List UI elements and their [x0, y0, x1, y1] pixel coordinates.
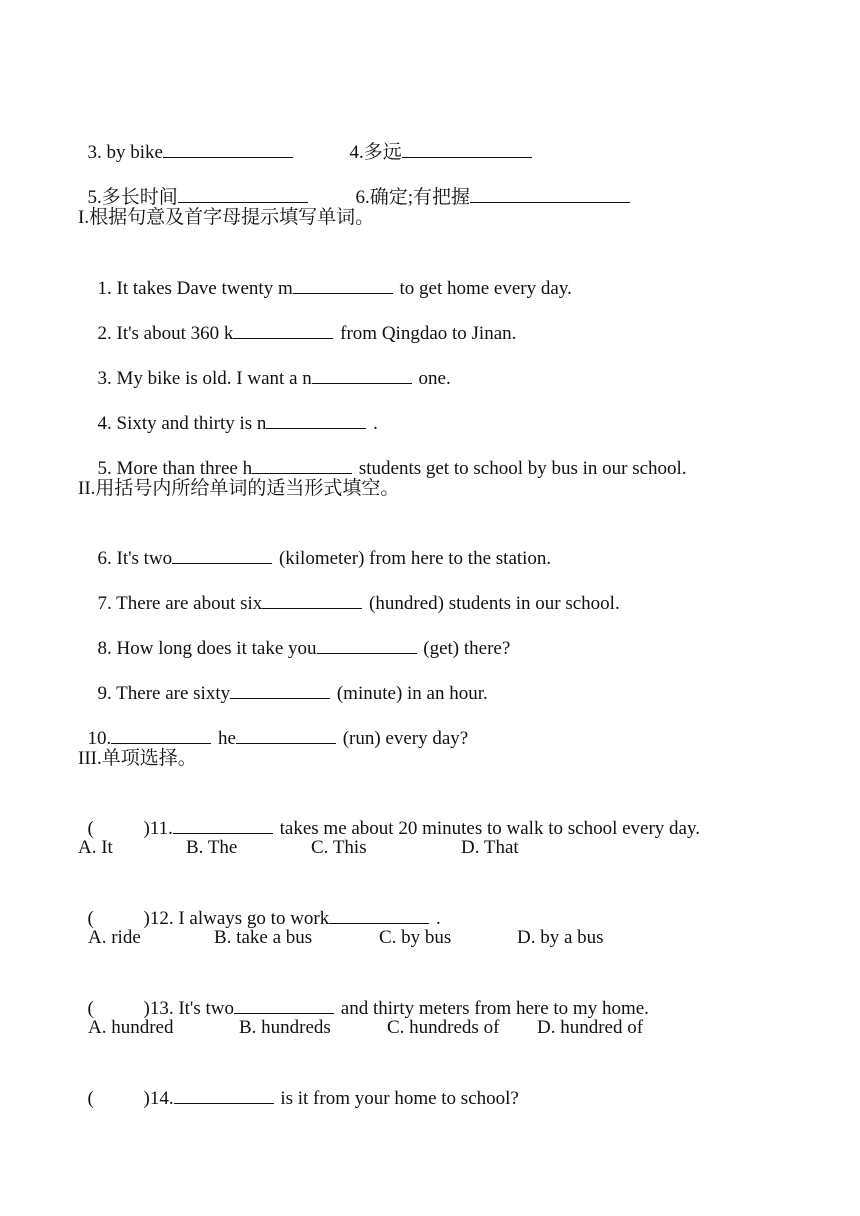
- answer-blank[interactable]: [470, 185, 630, 203]
- question-9: [88, 657, 488, 706]
- answer-paren[interactable]: (: [87, 818, 94, 839]
- answer-paren[interactable]: (: [87, 1088, 94, 1109]
- question-text: is it from your home to school?: [275, 1088, 519, 1109]
- option-c[interactable]: C. hundreds of: [387, 1017, 500, 1038]
- question-3: [88, 342, 451, 391]
- question-text: .: [368, 413, 378, 434]
- question-text: )12. I always go to work: [143, 908, 330, 929]
- question-13: [78, 972, 649, 1021]
- answer-blank[interactable]: [317, 636, 417, 654]
- vocab-item-6: [346, 161, 632, 210]
- question-text: 2. It's about 360 k: [97, 323, 234, 344]
- answer-paren[interactable]: (: [87, 908, 94, 929]
- question-7: [88, 567, 620, 616]
- question-6: [88, 522, 551, 571]
- answer-blank[interactable]: [329, 906, 429, 924]
- vocab-item-3: [78, 116, 295, 165]
- option-c[interactable]: C. by bus: [379, 927, 452, 948]
- option-d[interactable]: D. by a bus: [517, 927, 604, 948]
- answer-blank[interactable]: [262, 591, 362, 609]
- question-text: (get) there?: [418, 638, 511, 659]
- answer-paren[interactable]: (: [87, 998, 94, 1019]
- answer-blank[interactable]: [266, 411, 366, 429]
- vocab-item-4: [340, 116, 534, 165]
- question-text: (kilometer) from here to the station.: [274, 548, 552, 569]
- question-text: (run) every day?: [337, 728, 469, 749]
- vocab-item-4-text: 4.多远: [349, 142, 402, 163]
- vocab-item-5: [78, 161, 310, 210]
- question-8: [88, 612, 510, 661]
- option-a[interactable]: A. It: [78, 837, 113, 858]
- answer-blank[interactable]: [293, 276, 393, 294]
- vocab-item-3-text: 3. by bike: [87, 142, 163, 163]
- vocab-item-5-text: 5.多长时间: [87, 187, 178, 208]
- option-a[interactable]: A. ride: [88, 927, 141, 948]
- question-text: to get home every day.: [394, 278, 572, 299]
- question-text: 6. It's two: [97, 548, 173, 569]
- option-b[interactable]: B. The: [186, 837, 238, 858]
- question-text: 8. How long does it take you: [97, 638, 317, 659]
- question-11: [78, 792, 700, 841]
- question-1: [88, 252, 572, 301]
- question-text: he: [213, 728, 236, 749]
- question-text: 3. My bike is old. I want a n: [97, 368, 312, 389]
- answer-blank[interactable]: [174, 1086, 274, 1104]
- question-2: [88, 297, 516, 346]
- answer-blank[interactable]: [172, 546, 272, 564]
- option-b[interactable]: B. take a bus: [214, 927, 313, 948]
- question-text: takes me about 20 minutes to walk to school every day.: [274, 818, 700, 839]
- option-c[interactable]: C. This: [311, 837, 367, 858]
- question-text: 7. There are about six: [97, 593, 263, 614]
- question-10: [78, 702, 468, 751]
- answer-blank[interactable]: [312, 366, 412, 384]
- question-text: students get to school by bus in our school.: [354, 458, 687, 479]
- question-text: and thirty meters from here to my home.: [336, 998, 649, 1019]
- answer-blank[interactable]: [111, 726, 211, 744]
- option-d[interactable]: D. hundred of: [537, 1017, 644, 1038]
- answer-blank[interactable]: [230, 681, 330, 699]
- answer-blank[interactable]: [234, 996, 334, 1014]
- section-1-heading: I.根据句意及首字母提示填写单词。: [78, 207, 375, 228]
- question-4: [88, 387, 378, 436]
- option-d[interactable]: D. That: [461, 837, 519, 858]
- question-text: (minute) in an hour.: [332, 683, 488, 704]
- question-text: (hundred) students in our school.: [364, 593, 620, 614]
- question-text: )14.: [143, 1088, 174, 1109]
- question-12: [78, 882, 441, 931]
- question-5: [88, 432, 687, 481]
- question-text: 5. More than three h: [97, 458, 253, 479]
- answer-blank[interactable]: [402, 140, 532, 158]
- question-text: )13. It's two: [143, 998, 235, 1019]
- answer-blank[interactable]: [236, 726, 336, 744]
- question-text: 1. It takes Dave twenty m: [97, 278, 293, 299]
- section-3-heading: III.单项选择。: [78, 748, 197, 769]
- vocab-item-6-text: 6.确定;有把握: [355, 187, 471, 208]
- answer-blank[interactable]: [233, 321, 333, 339]
- question-text: )11.: [143, 818, 173, 839]
- question-text: 10.: [87, 728, 112, 749]
- answer-blank[interactable]: [173, 816, 273, 834]
- answer-blank[interactable]: [252, 456, 352, 474]
- answer-blank[interactable]: [163, 140, 293, 158]
- option-b[interactable]: B. hundreds: [239, 1017, 331, 1038]
- question-text: 9. There are sixty: [97, 683, 231, 704]
- answer-blank[interactable]: [178, 185, 308, 203]
- question-text: from Qingdao to Jinan.: [335, 323, 517, 344]
- question-text: one.: [413, 368, 451, 389]
- question-14: [78, 1062, 519, 1111]
- option-a[interactable]: A. hundred: [88, 1017, 174, 1038]
- section-2-heading: II.用括号内所给单词的适当形式填空。: [78, 478, 400, 499]
- question-text: .: [431, 908, 441, 929]
- question-text: 4. Sixty and thirty is n: [97, 413, 267, 434]
